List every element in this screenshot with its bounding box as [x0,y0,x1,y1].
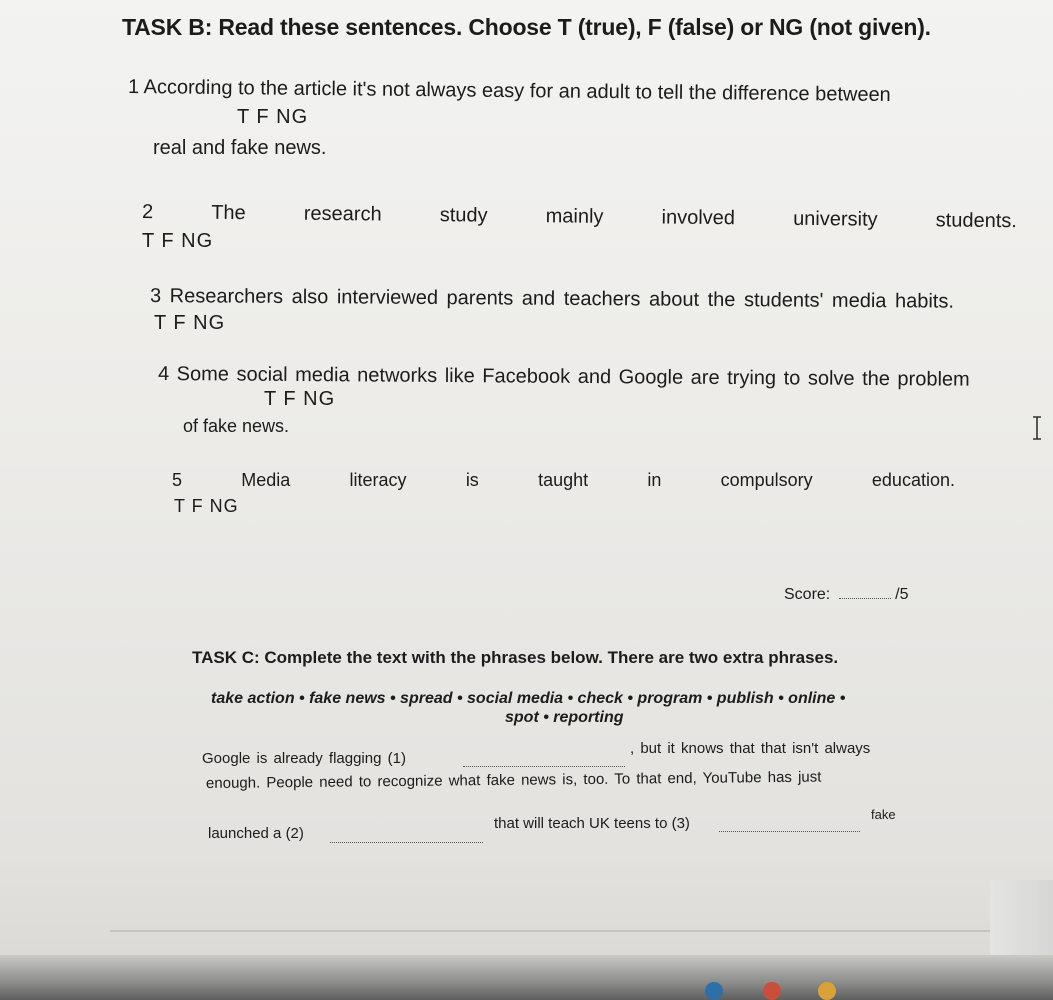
question-2-word: The [211,201,246,225]
question-1-options[interactable]: T F NG [237,106,309,128]
screen-bottom-edge [0,955,1053,1000]
question-3-text: 3 Researchers also interviewed parents and teachers about the students' media habits. [149,285,954,313]
question-4-line1: 4 Some social media networks like Facebook and Google are trying to solve the problem [157,363,970,391]
paper-fold-line [110,930,990,932]
question-5-text [172,470,955,491]
gap-3-blank[interactable] [719,817,860,832]
score-total: /5 [895,586,909,603]
score-blank[interactable] [839,584,891,599]
question-2-word: 2 [141,201,154,224]
question-5-word: Media [241,470,291,490]
question-1-line2: real and fake news. [153,137,327,159]
phrase-bank-line2: spot • reporting [505,709,624,726]
gap-2-blank[interactable] [330,828,483,843]
question-3-options[interactable]: T F NG [154,312,226,334]
question-2-word: students. [935,209,1018,233]
phrase-bank-line1: take action • fake news • spread • social media • check • program • publish • online • [211,690,846,707]
question-2-word: involved [661,206,736,230]
question-5-word: 5 [172,470,183,490]
question-2-word: research [303,202,382,226]
app-icon[interactable] [705,982,723,1000]
question-2-text [142,201,1017,233]
task-c-text-line1a: Google is already flagging (1) [202,750,406,767]
task-c-text-line1b: , but it knows that that isn't always [630,740,871,757]
score-label: Score: [784,586,831,603]
question-5-word: in [647,470,662,490]
question-2-options[interactable]: T F NG [142,230,214,252]
text-cursor-icon [1031,416,1043,440]
task-c-text-line3c: fake [871,807,896,822]
question-5-word: is [465,470,479,490]
app-icon[interactable] [763,982,781,1000]
question-5-options[interactable]: T F NG [174,496,239,516]
paper-edge [990,880,1053,960]
task-c-text-line2: enough. People need to recognize what fake news is, too. To that end, YouTube has just [205,768,822,792]
question-5-word: compulsory [720,470,813,490]
question-1-line1: 1 According to the article it's not always easy for an adult to tell the difference between [127,76,891,106]
question-4-line2: of fake news. [183,416,290,436]
app-icon[interactable] [818,982,836,1000]
question-4-options[interactable]: T F NG [264,388,336,410]
question-2-word: mainly [545,205,604,228]
question-5-word: education. [871,470,955,490]
question-2-word: study [439,204,488,227]
task-b-title: TASK B: Read these sentences. Choose T (true), F (false) or NG (not given). [122,14,931,40]
question-5-word: taught [538,470,589,490]
task-c-text-line3a: launched a (2) [208,825,304,842]
task-c-title: TASK C: Complete the text with the phrases below. There are two extra phrases. [192,648,839,667]
question-5-word: literacy [349,470,407,490]
question-2-word: university [793,207,878,231]
score-line [784,584,909,604]
gap-1-blank[interactable] [463,752,625,767]
task-c-text-line3b: that will teach UK teens to (3) [494,815,690,832]
